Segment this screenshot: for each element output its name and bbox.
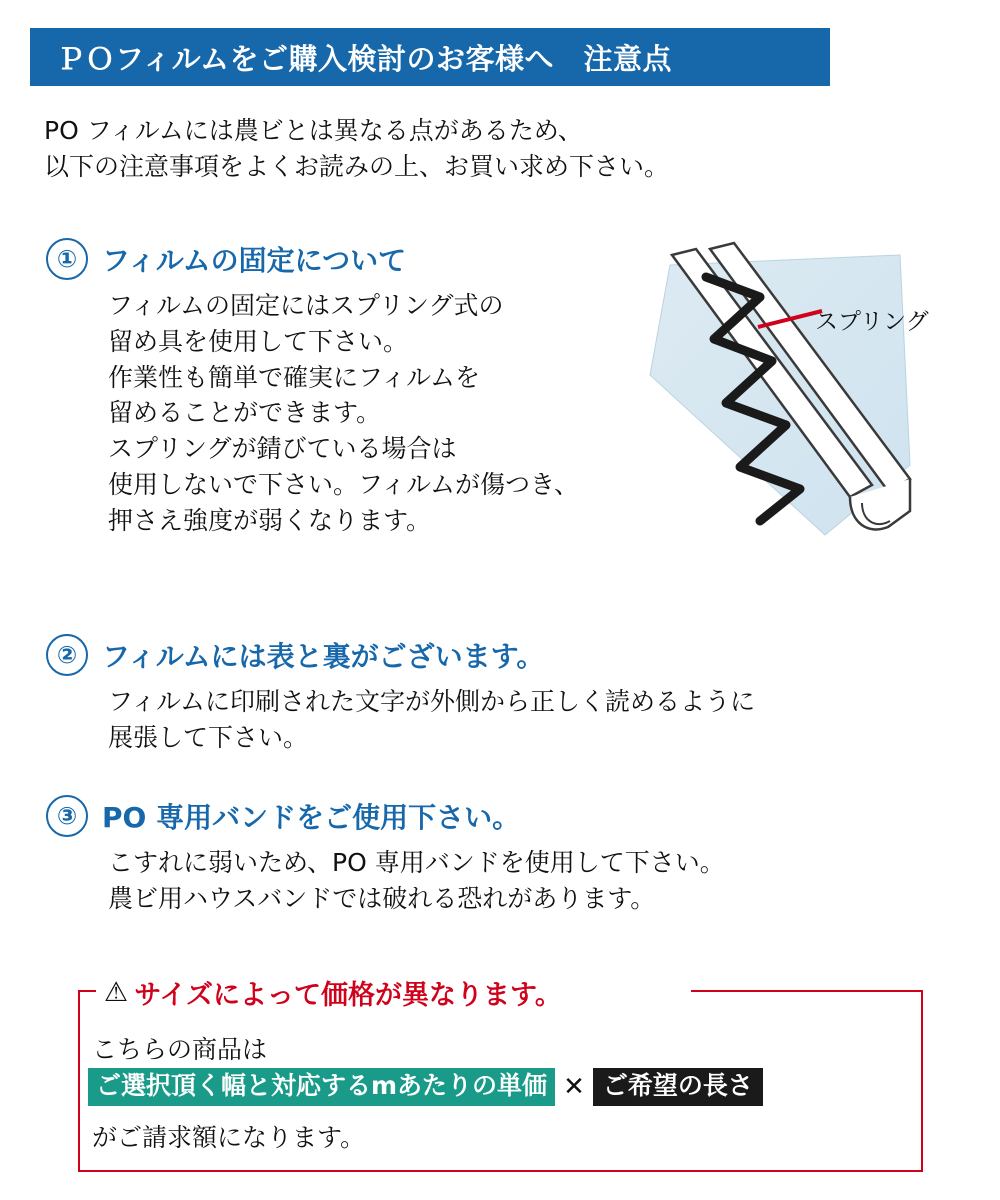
price-formula-row xyxy=(88,1068,763,1106)
section-1-body-line-3: 作業性も簡単で確実にフィルムを xyxy=(108,362,481,392)
spring-label: スプリング xyxy=(815,309,929,335)
section-1-body-line-6: 使用しないで下さい。フィルムが傷つき、 xyxy=(108,469,580,499)
section-3-body-line-2: 農ビ用ハウスバンドでは破れる恐れがあります。 xyxy=(108,883,656,913)
section-2-header xyxy=(46,634,956,676)
intro-paragraph xyxy=(44,113,944,186)
section-1-body xyxy=(108,288,646,538)
length-chip: ご希望の長さ xyxy=(593,1068,763,1106)
unit-price-chip: ご選択頂く幅と対応するmあたりの単価 xyxy=(88,1068,555,1106)
section-1-number: ① xyxy=(46,238,88,280)
section-3-header xyxy=(46,795,956,837)
multiply-icon: ✕ xyxy=(563,1071,585,1102)
page-title: ＰＯフィルムをご購入検討のお客様へ 注意点 xyxy=(56,41,673,76)
section-3-title: PO 専用バンドをご使用下さい。 xyxy=(102,801,521,834)
section-po-band xyxy=(46,795,956,917)
section-1-header xyxy=(46,238,646,280)
intro-line-1: PO フィルムには農ビとは異なる点があるため、 xyxy=(44,116,583,145)
section-2-number: ② xyxy=(46,634,88,676)
section-front-back xyxy=(46,634,956,756)
section-1-body-line-4: 留めることができます。 xyxy=(108,398,382,428)
section-2-body-line-2: 展張して下さい。 xyxy=(108,722,309,752)
price-warning-line-1: こちらの商品は xyxy=(92,1035,268,1064)
section-3-number: ③ xyxy=(46,795,88,837)
price-warning-title xyxy=(96,975,570,1009)
section-2-body xyxy=(108,684,956,756)
section-1-body-line-1: フィルムの固定にはスプリング式の xyxy=(108,291,504,320)
section-3-body-line-1: こすれに弱いため、PO 専用バンドを使用して下さい。 xyxy=(108,848,725,877)
section-1-body-line-2: 留め具を使用して下さい。 xyxy=(108,326,409,356)
warning-icon: ⚠ xyxy=(104,976,129,1008)
price-warning-heading: サイズによって価格が異なります。 xyxy=(134,979,562,1011)
section-2-body-line-1: フィルムに印刷された文字が外側から正しく読めるように xyxy=(108,687,756,716)
spring-clip-diagram xyxy=(610,235,980,565)
price-warning-line-3: がご請求額になります。 xyxy=(92,1123,366,1152)
section-1-body-line-5: スプリングが錆びている場合は xyxy=(108,434,457,463)
section-2-title: フィルムには表と裏がございます。 xyxy=(102,640,545,673)
section-1-title: フィルムの固定について xyxy=(102,244,407,277)
section-film-fixing xyxy=(46,238,646,538)
section-3-body xyxy=(108,845,956,917)
section-1-body-line-7: 押さえ強度が弱くなります。 xyxy=(108,505,432,535)
intro-line-2: 以下の注意事項をよくお読みの上、お買い求め下さい。 xyxy=(44,152,670,182)
page-header-banner xyxy=(30,28,830,86)
spring-clip-illustration xyxy=(610,235,980,565)
